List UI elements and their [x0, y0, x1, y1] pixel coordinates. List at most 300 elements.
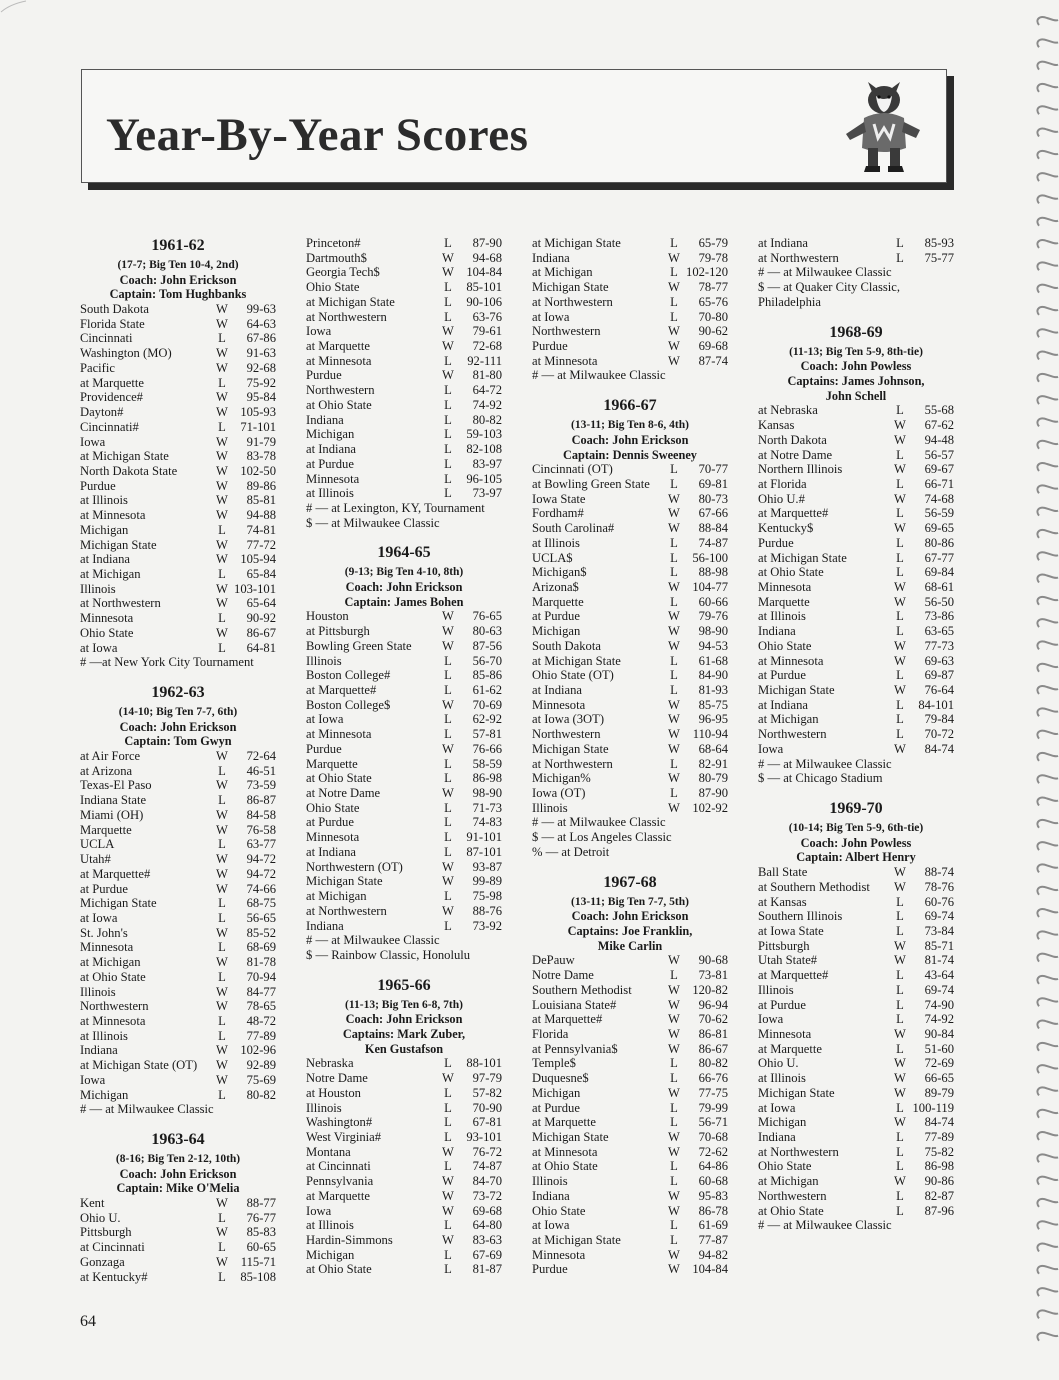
game-result: L [444, 712, 452, 727]
game-opponent: Minnesota [532, 697, 586, 712]
game-result: W [216, 955, 228, 970]
game-score: 67-77 [924, 550, 954, 565]
game-opponent: Southern Illinois [758, 909, 843, 924]
game-opponent: UCLA$ [532, 550, 573, 565]
game-result: L [444, 486, 452, 501]
game-score: 61-68 [698, 653, 728, 668]
game-score: 68-64 [698, 741, 728, 756]
game-opponent: Northwestern [532, 324, 601, 339]
game-row [758, 433, 954, 448]
game-score: 88-74 [924, 865, 954, 880]
game-row [758, 624, 954, 639]
game-opponent: at Northwestern [306, 309, 387, 324]
game-row [758, 998, 954, 1013]
game-row [306, 1130, 502, 1145]
game-opponent: Northwestern [758, 727, 827, 742]
game-opponent: at Iowa [758, 1100, 796, 1115]
game-row [80, 1088, 276, 1103]
game-score: 66-71 [924, 476, 954, 491]
game-result: L [444, 1218, 452, 1233]
game-score: 76-65 [472, 609, 502, 624]
season-record: (13-11; Big Ten 8-6, 4th) [571, 419, 689, 432]
game-opponent: Illinois [758, 982, 794, 997]
game-opponent: Ohio U. [80, 1210, 121, 1225]
game-score: 46-51 [246, 763, 276, 778]
spiral-coil [1037, 307, 1058, 315]
game-result: L [218, 522, 226, 537]
page-title: Year-By-Year Scores [106, 109, 529, 161]
game-row [532, 1071, 728, 1086]
game-score: 59-103 [466, 427, 502, 442]
game-opponent: at Purdue [532, 1100, 580, 1115]
game-row [758, 727, 954, 742]
game-result: W [668, 1247, 680, 1262]
spiral-coil [1037, 731, 1058, 739]
game-score: 80-73 [698, 491, 728, 506]
game-row [306, 624, 502, 639]
game-row [80, 1043, 276, 1058]
game-result: W [668, 609, 680, 624]
game-row [758, 492, 954, 507]
game-score: 91-79 [246, 434, 276, 449]
game-row [532, 1159, 728, 1174]
game-opponent: Marquette [532, 594, 584, 609]
game-score: 63-77 [246, 837, 276, 852]
column-2 [306, 236, 502, 1290]
game-opponent: Minnesota [80, 940, 134, 955]
season-title: 1964-65 [377, 544, 431, 562]
game-opponent: Notre Dame [532, 968, 594, 983]
game-row [80, 823, 276, 838]
game-row [80, 837, 276, 852]
game-row [306, 398, 502, 413]
game-opponent: Pennsylvania [306, 1174, 374, 1189]
game-opponent: at Indiana [532, 683, 582, 697]
game-opponent: at Indiana [758, 236, 808, 250]
game-result: L [218, 331, 226, 346]
game-score: 84-77 [246, 984, 276, 999]
game-score: 69-81 [698, 476, 728, 491]
game-row [758, 551, 954, 566]
game-opponent: at Iowa (3OT) [532, 712, 605, 727]
game-score: 110-94 [692, 727, 728, 742]
spiral-coil [1037, 396, 1058, 404]
season-staff-line: Coach: John Erickson [571, 432, 689, 447]
game-opponent: South Dakota [80, 302, 149, 317]
game-result: W [668, 1203, 680, 1218]
season-title: 1969-70 [829, 800, 883, 818]
game-score: 100-119 [912, 1100, 954, 1115]
game-result: L [896, 1144, 904, 1159]
game-opponent: at Illinois [80, 1028, 128, 1043]
game-row [306, 265, 502, 280]
game-row [80, 955, 276, 970]
game-row [80, 1014, 276, 1029]
game-score: 71-73 [472, 800, 502, 815]
season-title: 1965-66 [377, 976, 431, 994]
game-score: 67-66 [698, 506, 728, 521]
game-score: 60-76 [924, 894, 954, 909]
game-opponent: Marquette [758, 594, 810, 609]
game-result: L [444, 800, 452, 815]
spiral-coil [1037, 218, 1058, 226]
game-result: W [442, 324, 454, 339]
footnote: # — at Milwaukee Classic [532, 815, 666, 830]
game-result: W [668, 339, 680, 354]
game-score: 80-82 [472, 412, 502, 427]
game-row [80, 552, 276, 567]
game-opponent: at Arizona [80, 763, 133, 778]
game-score: 78-76 [924, 879, 954, 894]
game-result: W [668, 624, 680, 639]
game-score: 68-61 [924, 579, 954, 594]
game-score: 87-90 [698, 786, 728, 801]
game-opponent: Minnesota [80, 611, 134, 626]
spiral-coil [1037, 352, 1058, 360]
game-result: W [894, 1085, 906, 1100]
game-score: 63-65 [924, 624, 954, 639]
game-opponent: at Cincinnati [80, 1240, 145, 1255]
game-row [80, 493, 276, 508]
game-row [758, 712, 954, 727]
game-row [306, 860, 502, 875]
game-row [306, 639, 502, 654]
game-opponent: Illinois [306, 653, 342, 668]
page-header-banner [81, 69, 947, 183]
game-opponent: Princeton# [306, 236, 361, 250]
game-row [306, 889, 502, 904]
game-opponent: Dartmouth$ [306, 250, 367, 265]
spiral-coil [1037, 441, 1058, 449]
game-score: 103-101 [234, 581, 276, 596]
spiral-coil [1037, 84, 1058, 92]
game-opponent: UCLA [80, 837, 115, 852]
footnote: $ — Rainbow Classic, Honolulu [306, 947, 471, 962]
game-score: 99-63 [246, 302, 276, 317]
game-result: L [218, 611, 226, 626]
game-score: 74-87 [472, 1159, 502, 1174]
game-result: W [894, 418, 906, 433]
spiral-coil [1037, 17, 1058, 25]
game-row [758, 565, 954, 580]
game-opponent: Northwestern [758, 1188, 827, 1203]
game-score: 67-86 [246, 331, 276, 346]
game-opponent: Michigan State [306, 874, 383, 889]
game-row [306, 742, 502, 757]
game-opponent: Indiana [306, 412, 344, 427]
game-result: L [670, 1115, 678, 1130]
game-score: 84-70 [472, 1174, 502, 1189]
game-row [306, 845, 502, 860]
game-row [758, 639, 954, 654]
game-score: 72-69 [924, 1056, 954, 1071]
game-opponent: Washington (MO) [80, 346, 172, 361]
game-score: 89-86 [246, 478, 276, 493]
game-row [532, 757, 728, 772]
game-row [80, 778, 276, 793]
game-row [532, 506, 728, 521]
game-row [758, 895, 954, 910]
game-result: L [896, 1041, 904, 1056]
game-result: L [670, 294, 678, 309]
game-row [532, 1056, 728, 1071]
game-opponent: Iowa (OT) [532, 786, 586, 801]
game-row [80, 1073, 276, 1088]
game-opponent: at Purdue [306, 815, 354, 830]
game-row [306, 1086, 502, 1101]
game-result: W [442, 368, 454, 383]
game-row [306, 339, 502, 354]
game-result: W [216, 346, 228, 361]
game-score: 72-64 [246, 749, 276, 764]
game-opponent: Southern Methodist [532, 982, 632, 997]
game-opponent: Purdue [306, 741, 342, 756]
game-score: 62-92 [472, 712, 502, 727]
game-row [80, 999, 276, 1014]
game-result: W [216, 925, 228, 940]
game-result: W [442, 250, 454, 265]
season-block [758, 236, 954, 310]
game-score: 73-92 [472, 918, 502, 933]
game-row [306, 354, 502, 369]
game-opponent: at Northwestern [758, 1144, 839, 1159]
game-score: 84-74 [924, 741, 954, 756]
game-row [306, 1071, 502, 1086]
game-opponent: at Ohio State [306, 1262, 372, 1277]
game-result: L [444, 280, 452, 295]
game-result: W [894, 683, 906, 697]
game-score: 84-74 [924, 1115, 954, 1130]
game-result: L [670, 1071, 678, 1086]
game-score: 94-82 [698, 1247, 728, 1262]
game-score: 64-72 [472, 383, 502, 398]
game-row [532, 595, 728, 610]
game-opponent: Minnesota [532, 1247, 586, 1262]
game-score: 77-89 [924, 1130, 954, 1144]
game-opponent: St. John's [80, 925, 128, 940]
game-result: W [442, 1188, 454, 1203]
game-row [758, 1101, 954, 1116]
game-row [532, 609, 728, 624]
spiral-coil [1037, 262, 1058, 270]
game-result: W [216, 552, 228, 567]
game-row [758, 1042, 954, 1057]
game-opponent: Pittsburgh [758, 938, 810, 953]
game-opponent: at Iowa State [758, 923, 824, 938]
game-row [306, 1262, 502, 1277]
game-opponent: Michigan State [532, 1130, 609, 1144]
game-opponent: at Northwestern [306, 903, 387, 918]
spiral-coil [1037, 909, 1058, 917]
game-opponent: Michigan [532, 1085, 581, 1100]
game-result: W [668, 1085, 680, 1100]
game-opponent: at Ohio State [80, 969, 146, 984]
game-score: 102-50 [240, 463, 276, 478]
game-score: 79-78 [698, 250, 728, 265]
game-score: 92-68 [246, 360, 276, 375]
game-score: 67-81 [472, 1115, 502, 1130]
game-score: 73-59 [246, 778, 276, 793]
game-row [306, 1189, 502, 1204]
game-result: L [444, 1130, 452, 1144]
game-opponent: Boston College$ [306, 697, 391, 712]
game-row [532, 1115, 728, 1130]
game-result: W [216, 1254, 228, 1269]
game-opponent: at Indiana [80, 552, 130, 567]
game-opponent: at Iowa [532, 1218, 570, 1233]
game-result: L [670, 476, 678, 491]
footnote: # —at New York City Tournament [80, 655, 254, 670]
game-result: W [668, 353, 680, 368]
game-result: W [668, 1012, 680, 1027]
game-result: L [218, 1028, 226, 1043]
game-score: 98-90 [472, 786, 502, 801]
spiral-coil [1037, 775, 1058, 783]
season-staff-line: Captain: Mike O'Melia [116, 1181, 240, 1196]
game-row [758, 506, 954, 521]
game-score: 93-87 [472, 859, 502, 874]
game-score: 102-96 [240, 1043, 276, 1058]
game-score: 83-63 [472, 1233, 502, 1248]
game-score: 85-86 [472, 668, 502, 683]
game-score: 79-99 [698, 1100, 728, 1115]
game-score: 64-86 [698, 1159, 728, 1174]
game-row [532, 1086, 728, 1101]
game-opponent: Ohio U.# [758, 491, 805, 506]
game-score: 94-72 [246, 866, 276, 881]
game-opponent: Indiana State [80, 793, 147, 808]
game-score: 86-98 [924, 1159, 954, 1174]
season-block [306, 236, 502, 530]
game-result: W [442, 1144, 454, 1159]
game-result: W [442, 1174, 454, 1189]
game-opponent: at Marquette# [758, 968, 829, 983]
game-result: L [896, 506, 904, 521]
game-score: 75-69 [246, 1072, 276, 1087]
spiral-coil [1037, 597, 1058, 605]
game-score: 115-71 [240, 1254, 276, 1269]
game-result: L [896, 712, 904, 727]
game-score: 76-66 [472, 741, 502, 756]
game-opponent: at Nebraska [758, 403, 818, 418]
game-opponent: Utah State# [758, 953, 818, 968]
game-row [532, 771, 728, 786]
game-row [80, 376, 276, 391]
game-row [758, 953, 954, 968]
game-row [758, 521, 954, 536]
game-score: 81-80 [472, 368, 502, 383]
game-result: W [894, 579, 906, 594]
season-staff-line: Captains: Joe Franklin, [567, 923, 693, 938]
game-result: L [670, 1100, 678, 1115]
game-opponent: Ball State [758, 865, 808, 880]
game-row [758, 477, 954, 492]
game-row [532, 668, 728, 683]
game-opponent: at Purdue [80, 881, 128, 896]
game-row [306, 413, 502, 428]
game-score: 69-68 [698, 339, 728, 354]
game-result: L [444, 1056, 452, 1071]
game-row [306, 919, 502, 934]
game-result: W [216, 405, 228, 420]
spiral-coil [1037, 39, 1058, 47]
game-score: 70-77 [698, 462, 728, 477]
game-result: L [896, 997, 904, 1012]
game-opponent: at Michigan [758, 712, 819, 727]
footnote: $ — at Milwaukee Classic [306, 515, 440, 530]
game-opponent: Michigan$ [532, 565, 587, 580]
season-staff-line: Coach: John Powless [800, 359, 912, 374]
game-score: 76-58 [246, 822, 276, 837]
game-row [532, 1130, 728, 1145]
game-result: L [670, 309, 678, 324]
game-score: 69-65 [924, 521, 954, 536]
spiral-coil [1037, 1132, 1058, 1140]
game-row [306, 801, 502, 816]
game-row [306, 654, 502, 669]
game-row [758, 1130, 954, 1145]
game-opponent: Iowa [306, 324, 332, 339]
game-row [532, 624, 728, 639]
game-result: W [216, 1058, 228, 1073]
game-score: 70-68 [698, 1130, 728, 1144]
game-result: W [894, 865, 906, 880]
game-result: L [218, 419, 226, 434]
game-score: 91-63 [246, 346, 276, 361]
game-score: 85-83 [246, 1225, 276, 1240]
game-score: 73-84 [924, 923, 954, 938]
game-score: 88-84 [698, 521, 728, 536]
game-opponent: at Illinois [80, 493, 128, 508]
game-row [80, 1029, 276, 1044]
game-opponent: at Michigan [532, 265, 593, 280]
game-score: 77-89 [246, 1028, 276, 1043]
game-result: L [896, 909, 904, 924]
game-result: W [668, 771, 680, 786]
game-row [306, 236, 502, 251]
spiral-coil [1037, 753, 1058, 761]
spiral-coil [1037, 508, 1058, 516]
footnote: # — at Milwaukee Classic [758, 756, 892, 771]
game-opponent: Dayton# [80, 405, 124, 420]
game-score: 104-84 [466, 265, 502, 280]
game-result: L [444, 471, 452, 486]
game-score: 56-70 [472, 653, 502, 668]
game-opponent: West Virginia# [306, 1130, 382, 1144]
game-result: L [896, 1188, 904, 1203]
game-score: 83-97 [472, 456, 502, 471]
game-result: W [668, 1144, 680, 1159]
game-opponent: Michigan [306, 427, 355, 442]
game-result: W [442, 1233, 454, 1248]
game-row [306, 368, 502, 383]
game-row [306, 1159, 502, 1174]
game-opponent: North Dakota State [80, 463, 178, 478]
game-score: 105-93 [240, 405, 276, 420]
game-opponent: Purdue [532, 1262, 568, 1277]
game-opponent: Illinois [80, 581, 116, 596]
game-result: W [442, 786, 454, 801]
game-opponent: Northwestern (OT) [306, 859, 403, 874]
game-row [758, 880, 954, 895]
game-score: 81-87 [472, 1262, 502, 1277]
game-score: 85-93 [924, 236, 954, 250]
game-result: W [894, 594, 906, 609]
game-score: 58-59 [472, 756, 502, 771]
game-score: 55-68 [924, 403, 954, 418]
game-score: 69-68 [472, 1203, 502, 1218]
game-score: 105-94 [240, 552, 276, 567]
